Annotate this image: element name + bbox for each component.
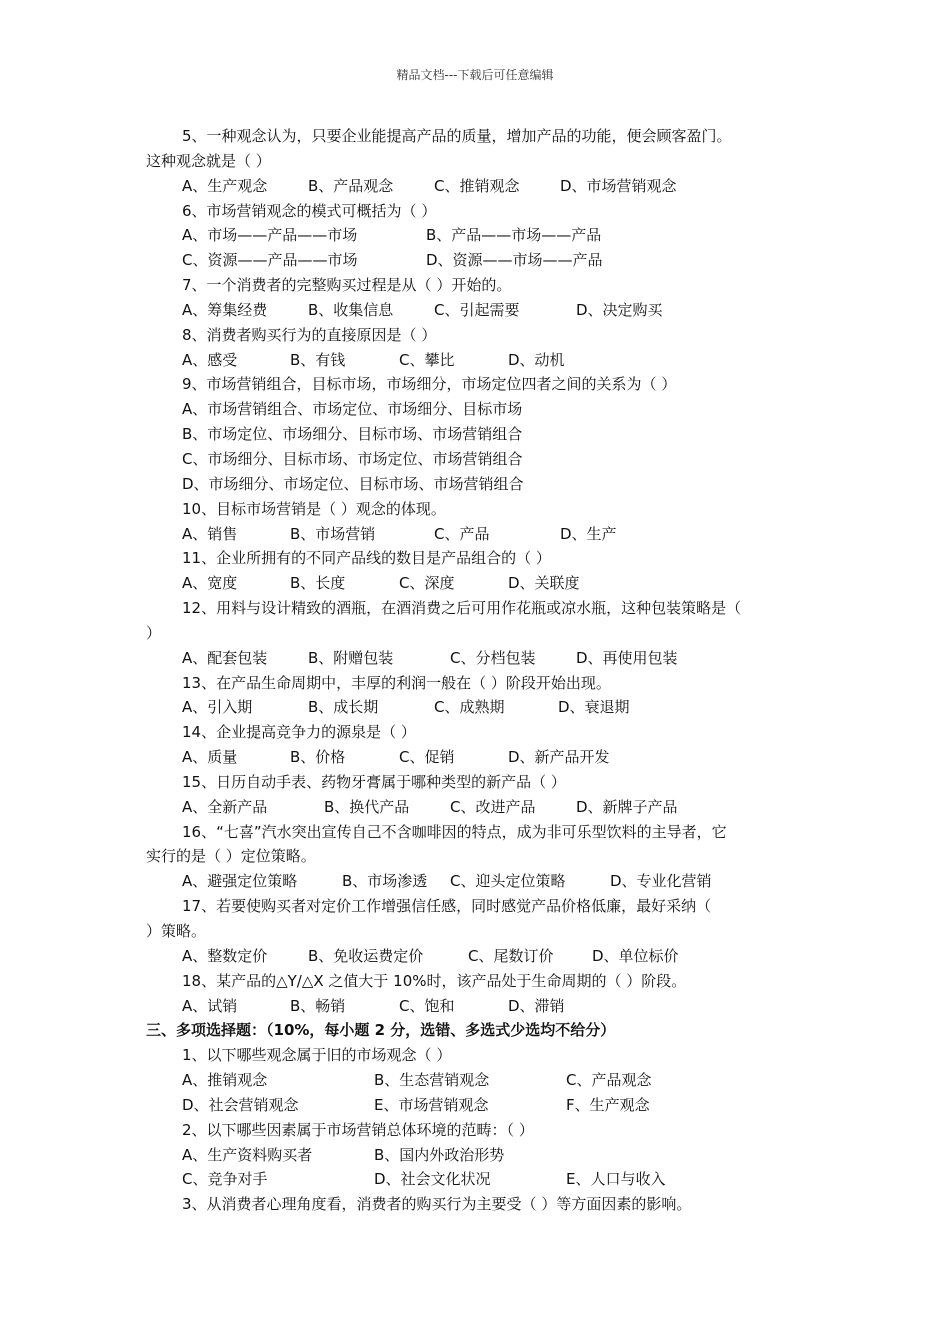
question-text: 9、市场营销组合，目标市场，市场细分，市场定位四者之间的关系为（ ） — [182, 375, 677, 394]
option-row — [146, 174, 810, 199]
option-row — [146, 1093, 810, 1118]
question-text: 18、某产品的△Y/△X 之值大于 10%时，该产品处于生命周期的（ ）阶段。 — [182, 971, 687, 990]
option-row — [146, 994, 810, 1019]
option: B、附赠包装 — [308, 648, 394, 667]
question-text: A、市场营销组合、市场定位、市场细分、目标市场 — [182, 400, 523, 419]
option: C、产品 — [434, 524, 490, 543]
option: A、生产观念 — [182, 176, 268, 195]
option: B、价格 — [290, 748, 346, 767]
option: D、衰退期 — [558, 698, 630, 717]
option-row — [146, 522, 810, 547]
question-text: C、市场细分、目标市场、市场定位、市场营销组合 — [182, 449, 523, 468]
option: D、再使用包装 — [576, 648, 678, 667]
option: D、决定购买 — [576, 300, 663, 319]
option: A、引入期 — [182, 698, 253, 717]
option: D、新牌子产品 — [576, 797, 678, 816]
option: C、产品观念 — [566, 1071, 652, 1090]
question-text: 10、目标市场营销是（ ）观念的体现。 — [182, 499, 446, 518]
option: D、社会文化状况 — [374, 1170, 491, 1189]
option: B、市场营销 — [290, 524, 376, 543]
question-text: 12、用料与设计精致的酒瓶，在酒消费之后可用作花瓶或凉水瓶，这种包装策略是（ — [182, 599, 742, 618]
option-row — [146, 1143, 810, 1168]
option-row — [146, 646, 810, 671]
question-text: 实行的是（ ）定位策略。 — [146, 847, 316, 866]
option: B、长度 — [290, 574, 346, 593]
option: C、成熟期 — [434, 698, 505, 717]
option: D、市场营销观念 — [560, 176, 677, 195]
question-text: 13、在产品生命周期中，丰厚的利润一般在（ ）阶段开始出现。 — [182, 673, 611, 692]
question-text: 8、消费者购买行为的直接原因是（ ） — [182, 325, 437, 344]
option: A、配套包装 — [182, 648, 268, 667]
option: D、社会营销观念 — [182, 1095, 299, 1114]
option: C、推销观念 — [434, 176, 520, 195]
option: A、宽度 — [182, 574, 238, 593]
option-row — [146, 248, 810, 273]
option: C、深度 — [399, 574, 455, 593]
option: B、产品观念 — [308, 176, 394, 195]
option: B、有钱 — [290, 350, 346, 369]
option: C、促销 — [399, 748, 455, 767]
option-row — [146, 944, 810, 969]
question-text: 2、以下哪些因素属于市场营销总体环境的范畴：（ ） — [182, 1120, 534, 1139]
option: C、资源——产品——市场 — [182, 251, 358, 270]
option-row — [146, 745, 810, 770]
question-text: 这种观念就是（ ） — [146, 151, 271, 170]
option: E、市场营销观念 — [374, 1095, 489, 1114]
option: A、筹集经费 — [182, 300, 268, 319]
question-text: B、市场定位、市场细分、目标市场、市场营销组合 — [182, 425, 523, 444]
option: B、成长期 — [308, 698, 379, 717]
option: D、生产 — [560, 524, 617, 543]
question-text: 7、一个消费者的完整购买过程是从（ ）开始的。 — [182, 276, 512, 295]
option: D、动机 — [508, 350, 565, 369]
option: C、饱和 — [399, 996, 455, 1015]
option: D、滞销 — [508, 996, 565, 1015]
question-text: 1、以下哪些观念属于旧的市场观念（ ） — [182, 1046, 452, 1065]
question-text: 11、企业所拥有的不同产品线的数目是产品组合的（ ） — [182, 549, 551, 568]
question-text: 16、“七喜”汽水突出宣传自己不含咖啡因的特点，成为非可乐型饮料的主导者，它 — [182, 822, 727, 841]
document-body — [146, 124, 810, 1217]
option-row — [146, 1068, 810, 1093]
option: C、尾数订价 — [468, 946, 554, 965]
option: A、避强定位策略 — [182, 872, 298, 891]
option: C、攀比 — [399, 350, 455, 369]
option-row — [146, 795, 810, 820]
question-text: 3、从消费者心理角度看，消费者的购买行为主要受（ ）等方面因素的影响。 — [182, 1195, 692, 1214]
option: A、生产资料购买者 — [182, 1145, 313, 1164]
option: A、销售 — [182, 524, 238, 543]
option: B、国内外政治形势 — [374, 1145, 505, 1164]
question-text: D、市场细分、市场定位、目标市场、市场营销组合 — [182, 474, 524, 493]
option: E、人口与收入 — [566, 1170, 666, 1189]
option: B、畅销 — [290, 996, 346, 1015]
option: D、关联度 — [508, 574, 580, 593]
option: D、新产品开发 — [508, 748, 610, 767]
option: F、生产观念 — [566, 1095, 650, 1114]
option: C、竞争对手 — [182, 1170, 268, 1189]
option-row — [146, 348, 810, 373]
option: A、质量 — [182, 748, 238, 767]
option: B、收集信息 — [308, 300, 394, 319]
option: A、全新产品 — [182, 797, 268, 816]
question-text: ） — [146, 623, 162, 642]
option-row — [146, 869, 810, 894]
question-text: 17、若要使购买者对定价工作增强信任感，同时感觉产品价格低廉，最好采纳（ — [182, 897, 712, 916]
option-row — [146, 1167, 810, 1192]
section-heading: 三、多项选择题：（10%，每小题 2 分，选错、多选式少选均不给分） — [146, 1021, 616, 1040]
option-row — [146, 223, 810, 248]
option: B、换代产品 — [324, 797, 410, 816]
option: D、资源——市场——产品 — [426, 251, 603, 270]
option: C、分档包装 — [450, 648, 536, 667]
option: B、免收运费定价 — [308, 946, 424, 965]
option: A、试销 — [182, 996, 238, 1015]
question-text: 14、企业提高竞争力的源泉是（ ） — [182, 723, 416, 742]
option: A、感受 — [182, 350, 238, 369]
question-text: 15、日历自动手表、药物牙膏属于哪种类型的新产品（ ） — [182, 772, 566, 791]
option: A、整数定价 — [182, 946, 268, 965]
option: D、单位标价 — [592, 946, 679, 965]
option-row — [146, 571, 810, 596]
option: D、专业化营销 — [610, 872, 712, 891]
option: B、生态营销观念 — [374, 1071, 490, 1090]
option: C、改进产品 — [450, 797, 536, 816]
question-text: 6、市场营销观念的模式可概括为（ ） — [182, 201, 437, 220]
option-row — [146, 298, 810, 323]
page-header: 精品文档---下载后可任意编辑 — [396, 68, 554, 82]
option-row — [146, 695, 810, 720]
option: C、迎头定位策略 — [450, 872, 566, 891]
question-text: 5、一种观念认为，只要企业能提高产品的质量，增加产品的功能，便会顾客盈门。 — [182, 127, 732, 145]
option: B、产品——市场——产品 — [426, 226, 602, 245]
option: C、引起需要 — [434, 300, 520, 319]
option: B、市场渗透 — [342, 872, 428, 891]
option: A、推销观念 — [182, 1071, 268, 1090]
option: A、市场——产品——市场 — [182, 226, 358, 245]
question-text: ）策略。 — [146, 922, 207, 940]
